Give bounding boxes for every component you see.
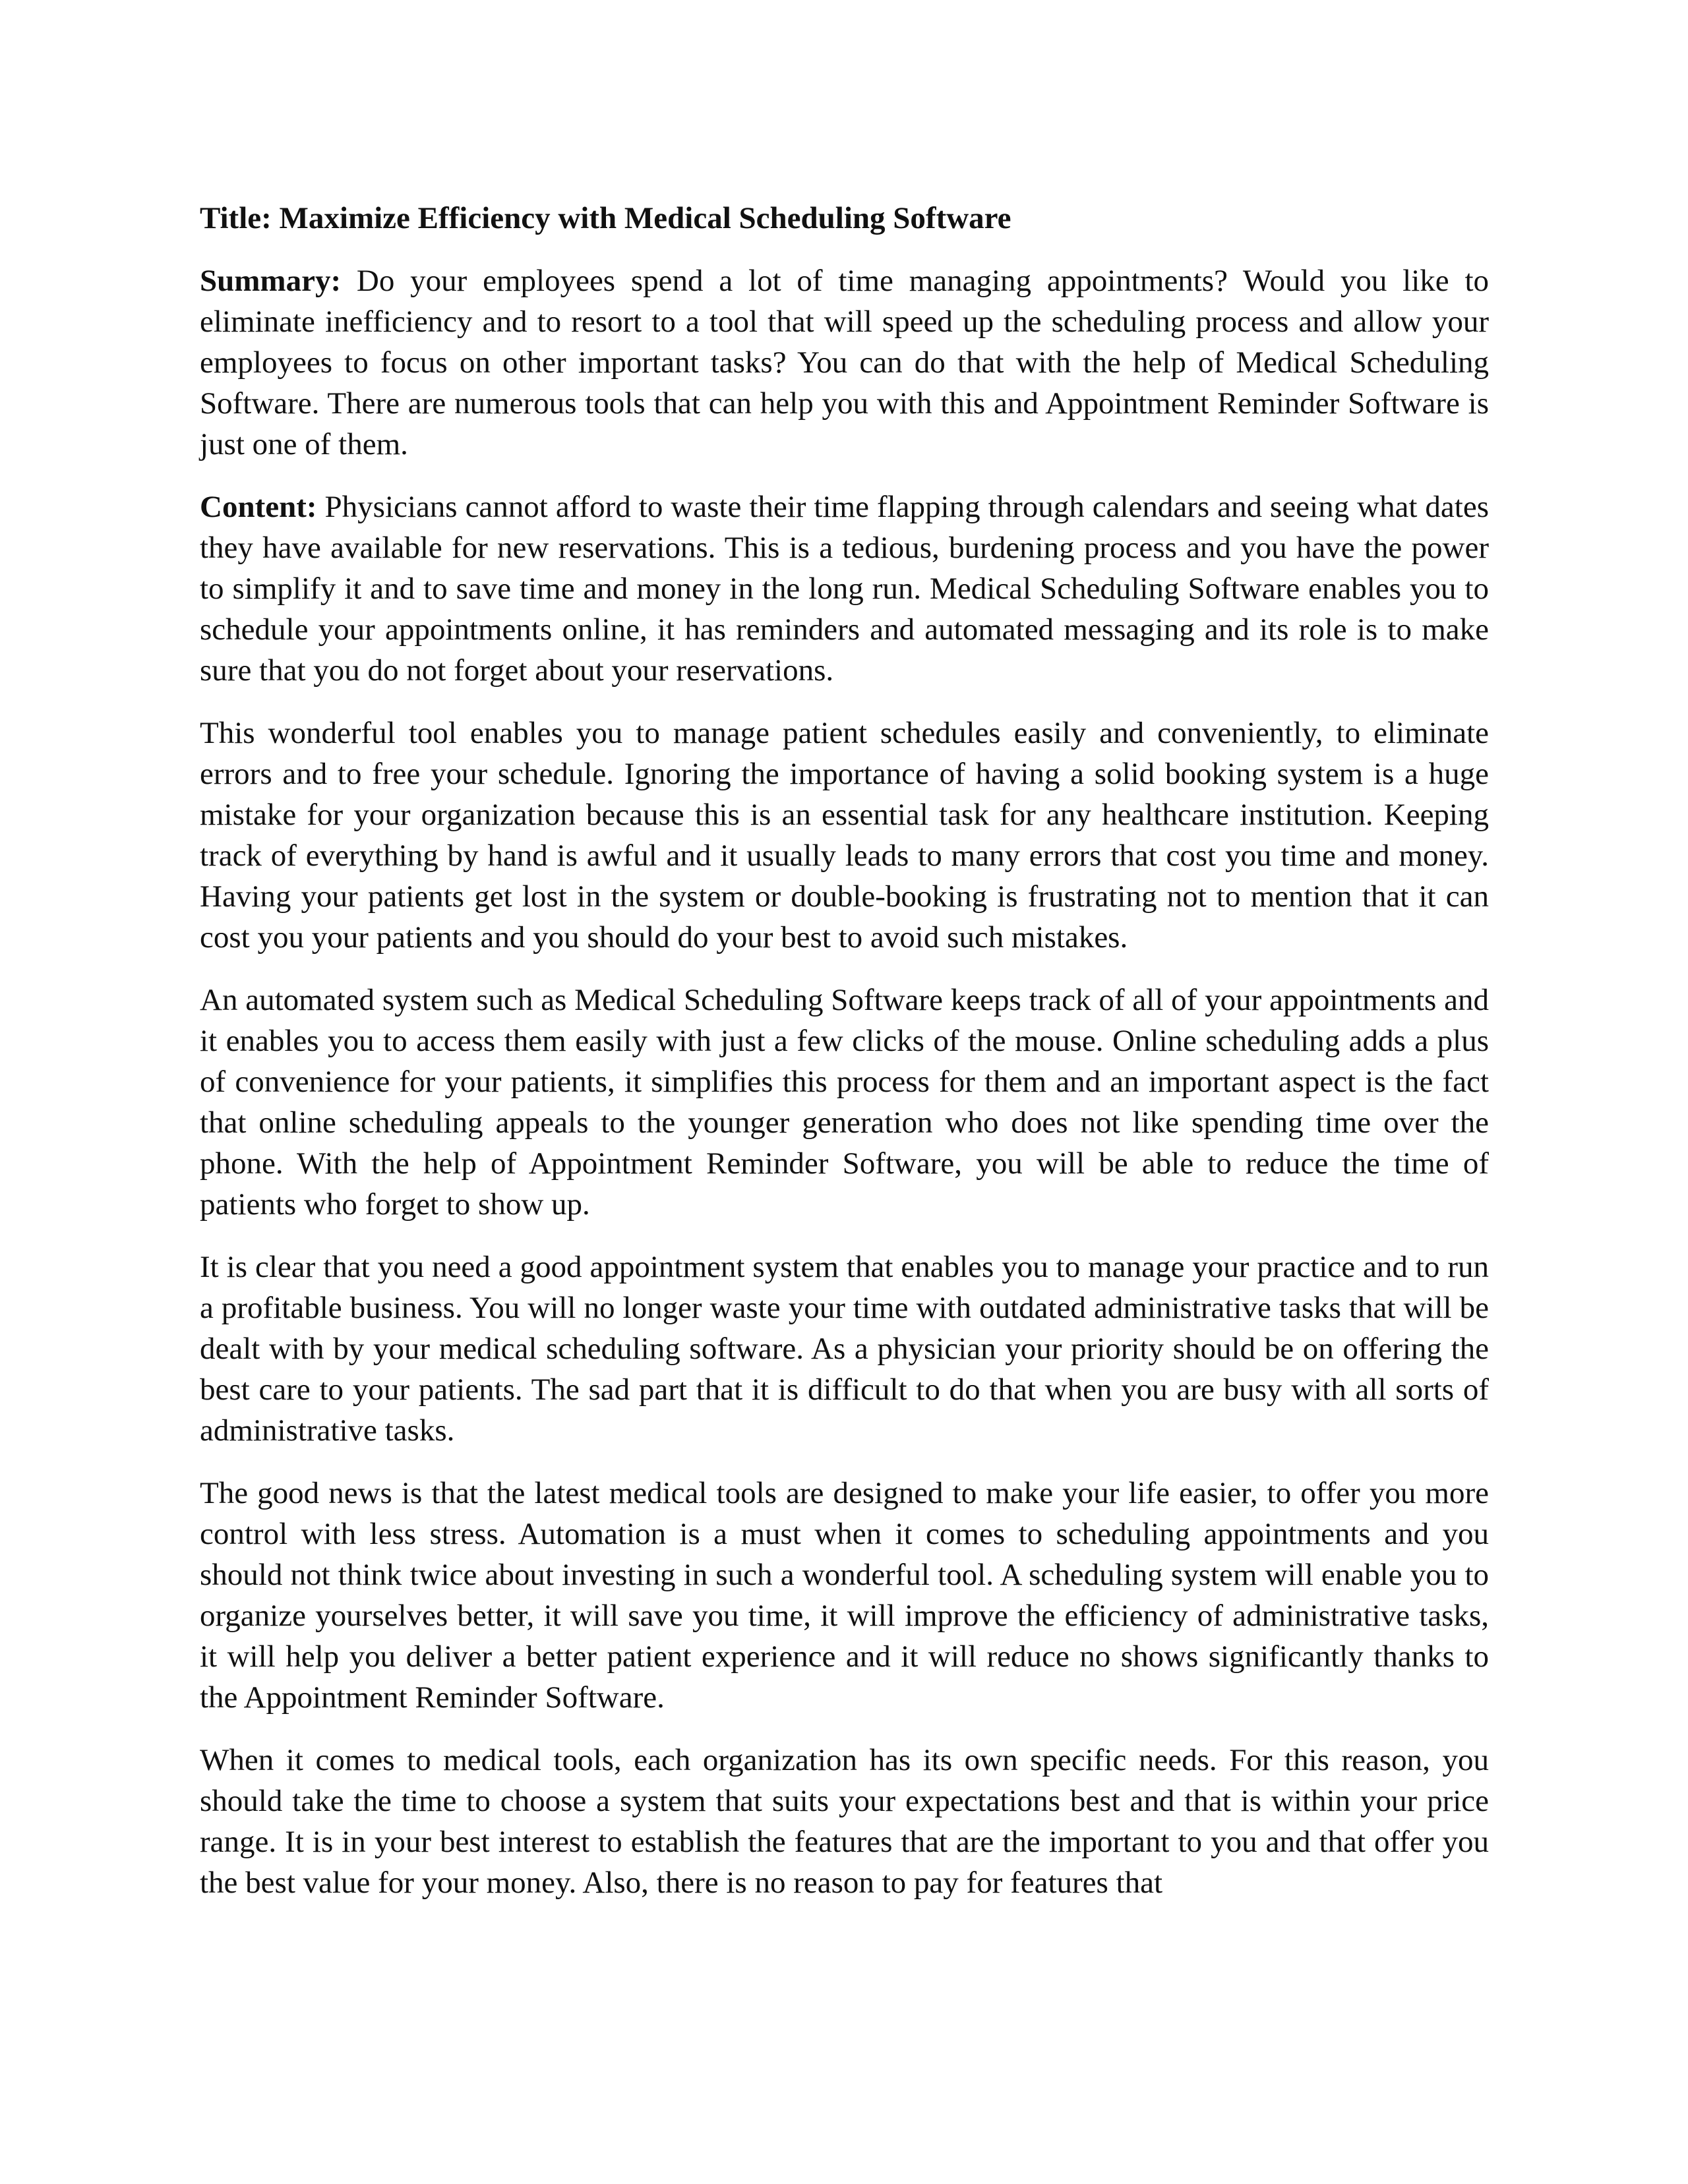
- body-paragraph-1: This wonderful tool enables you to manage patient schedules easily and conveniently, to eliminate errors and to free your schedule. Ignoring the importance of having a solid booking system is a huge mistake for your organization because this is an essential task for any healthcare institution. Keeping track of everything by hand is awful and it usually leads to many errors that cost you time and money. Having your patients get lost in the system or double-booking is frustrating not to mention that it can cost you your patients and you should do your best to avoid such mistakes.: [200, 716, 1489, 955]
- body-paragraph-5: When it comes to medical tools, each organization has its own specific needs. For this reason, you should take the time to choose a system that suits your expectations best and that is within your price range. It is in your best interest to establish the features that are the important to you and that offer you the best value for your money. Also, there is no reason to pay for features that: [200, 1743, 1489, 1900]
- summary-text: Do your employees spend a lot of time managing appointments? Would you like to eliminate inefficiency and to resort to a tool that will speed up the scheduling process and allow your employees to focus on other important tasks? You can do that with the help of Medical Scheduling Software. There are numerous tools that can help you with this and Appointment Reminder Software is just one of them.: [200, 264, 1490, 461]
- content-text: Physicians cannot afford to waste their time flapping through calendars and seeing what dates they have available for new reservations. This is a tedious, burdening process and you have the power to simplify it and to save time and money in the long run. Medical Scheduling Software enables you to schedule your appointments online, it has reminders and automated messaging and its role is to make sure that you do not forget about your reservations.: [200, 490, 1489, 688]
- body-paragraph-2: An automated system such as Medical Scheduling Software keeps track of all of your appointments and it enables you to access them easily with just a few clicks of the mouse. Online scheduling adds a plus of convenience for your patients, it simplifies this process for them and an important aspect is the fact that online scheduling appeals to the younger generation who does not like spending time over the phone. With the help of Appointment Reminder Software, you will be able to reduce the time of patients who forget to show up.: [200, 983, 1489, 1222]
- summary-paragraph: [200, 260, 1489, 465]
- content-paragraph: [200, 487, 1489, 691]
- summary-label: Summary:: [200, 264, 342, 298]
- document-body: [200, 198, 1489, 1925]
- content-label: Content:: [200, 490, 317, 524]
- document-title: Title: Maximize Efficiency with Medical Scheduling Software: [200, 201, 1011, 235]
- body-paragraph-3: It is clear that you need a good appointment system that enables you to manage your practice and to run a profitable business. You will no longer waste your time with outdated administrative tasks that will be dealt with by your medical scheduling software. As a physician your priority should be on offering the best care to your patients. The sad part that it is difficult to do that when you are busy with all sorts of administrative tasks.: [200, 1250, 1489, 1448]
- body-paragraph-4: The good news is that the latest medical tools are designed to make your life easier, to offer you more control with less stress. Automation is a must when it comes to scheduling appointments and you should not think twice about investing in such a wonderful tool. A scheduling system will enable you to organize yourselves better, it will save you time, it will improve the efficiency of administrative tasks, it will help you deliver a better patient experience and it will reduce no shows significantly thanks to the Appointment Reminder Software.: [200, 1476, 1489, 1715]
